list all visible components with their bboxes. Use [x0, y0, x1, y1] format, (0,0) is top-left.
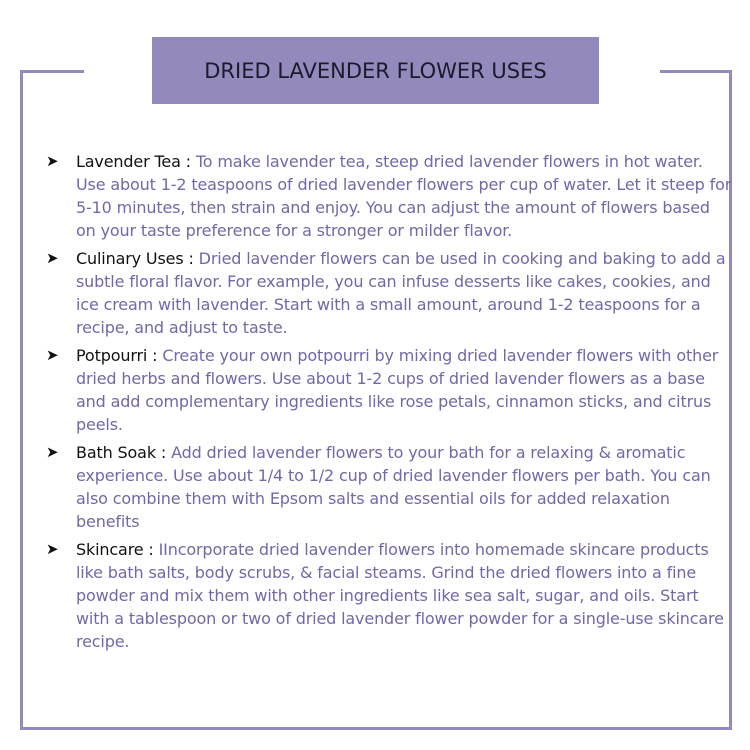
item-description: Add dried lavender flowers to your bath for a relaxing & aromatic experience. Use about 1/4 to 1/2 cup of dried lavender flowers per bath. You can also combine them with Epsom salts and essential oils for added relaxation benefits [76, 443, 711, 531]
arrow-bullet-icon: ➤ [46, 443, 59, 461]
arrow-bullet-icon: ➤ [46, 249, 59, 267]
item-label: Bath Soak : [76, 443, 172, 462]
item-label: Skincare : [76, 540, 159, 559]
item-description: To make lavender tea, steep dried lavender flowers in hot water. Use about 1-2 teaspoons of dried lavender flowers per cup of water. Let it steep for 5-10 minutes, then strain and enjoy. You can adjust the amount of flowers based on your taste preference for a stronger or milder flavor. [76, 152, 732, 240]
uses-list [44, 150, 734, 658]
list-item-bath-soak [44, 441, 734, 533]
item-description: Dried lavender flowers can be used in cooking and baking to add a subtle floral flavor. For example, you can infuse desserts like cakes, cookies, and ice cream with lavender. Start with a small amount, around 1-2 teaspoons for a recipe, and adjust to taste. [76, 249, 726, 337]
list-item-culinary-uses [44, 247, 734, 339]
item-label: Culinary Uses : [76, 249, 199, 268]
item-description: Create your own potpourri by mixing dried lavender flowers with other dried herbs and flowers. Use about 1-2 cups of dried lavender flowers as a base and add complementary ingredients like rose petals, cinnamon sticks, and citrus peels. [76, 346, 719, 434]
arrow-bullet-icon: ➤ [46, 152, 59, 170]
page-title: DRIED LAVENDER FLOWER USES [204, 58, 547, 83]
item-description: IIncorporate dried lavender flowers into homemade skincare products like bath salts, body scrubs, & facial steams. Grind the dried flowers into a fine powder and mix them with other ingredients like sea salt, sugar, and oils. Start with a tablespoon or two of dried lavender flower powder for a single-use skincare recipe. [76, 540, 724, 651]
item-label: Lavender Tea : [76, 152, 196, 171]
title-banner [152, 37, 599, 104]
list-item-lavender-tea [44, 150, 734, 242]
frame-top-left-segment [20, 70, 84, 73]
frame-top-right-segment [660, 70, 732, 73]
item-label: Potpourri : [76, 346, 163, 365]
arrow-bullet-icon: ➤ [46, 540, 59, 558]
list-item-skincare [44, 538, 734, 653]
arrow-bullet-icon: ➤ [46, 346, 59, 364]
list-item-potpourri [44, 344, 734, 436]
